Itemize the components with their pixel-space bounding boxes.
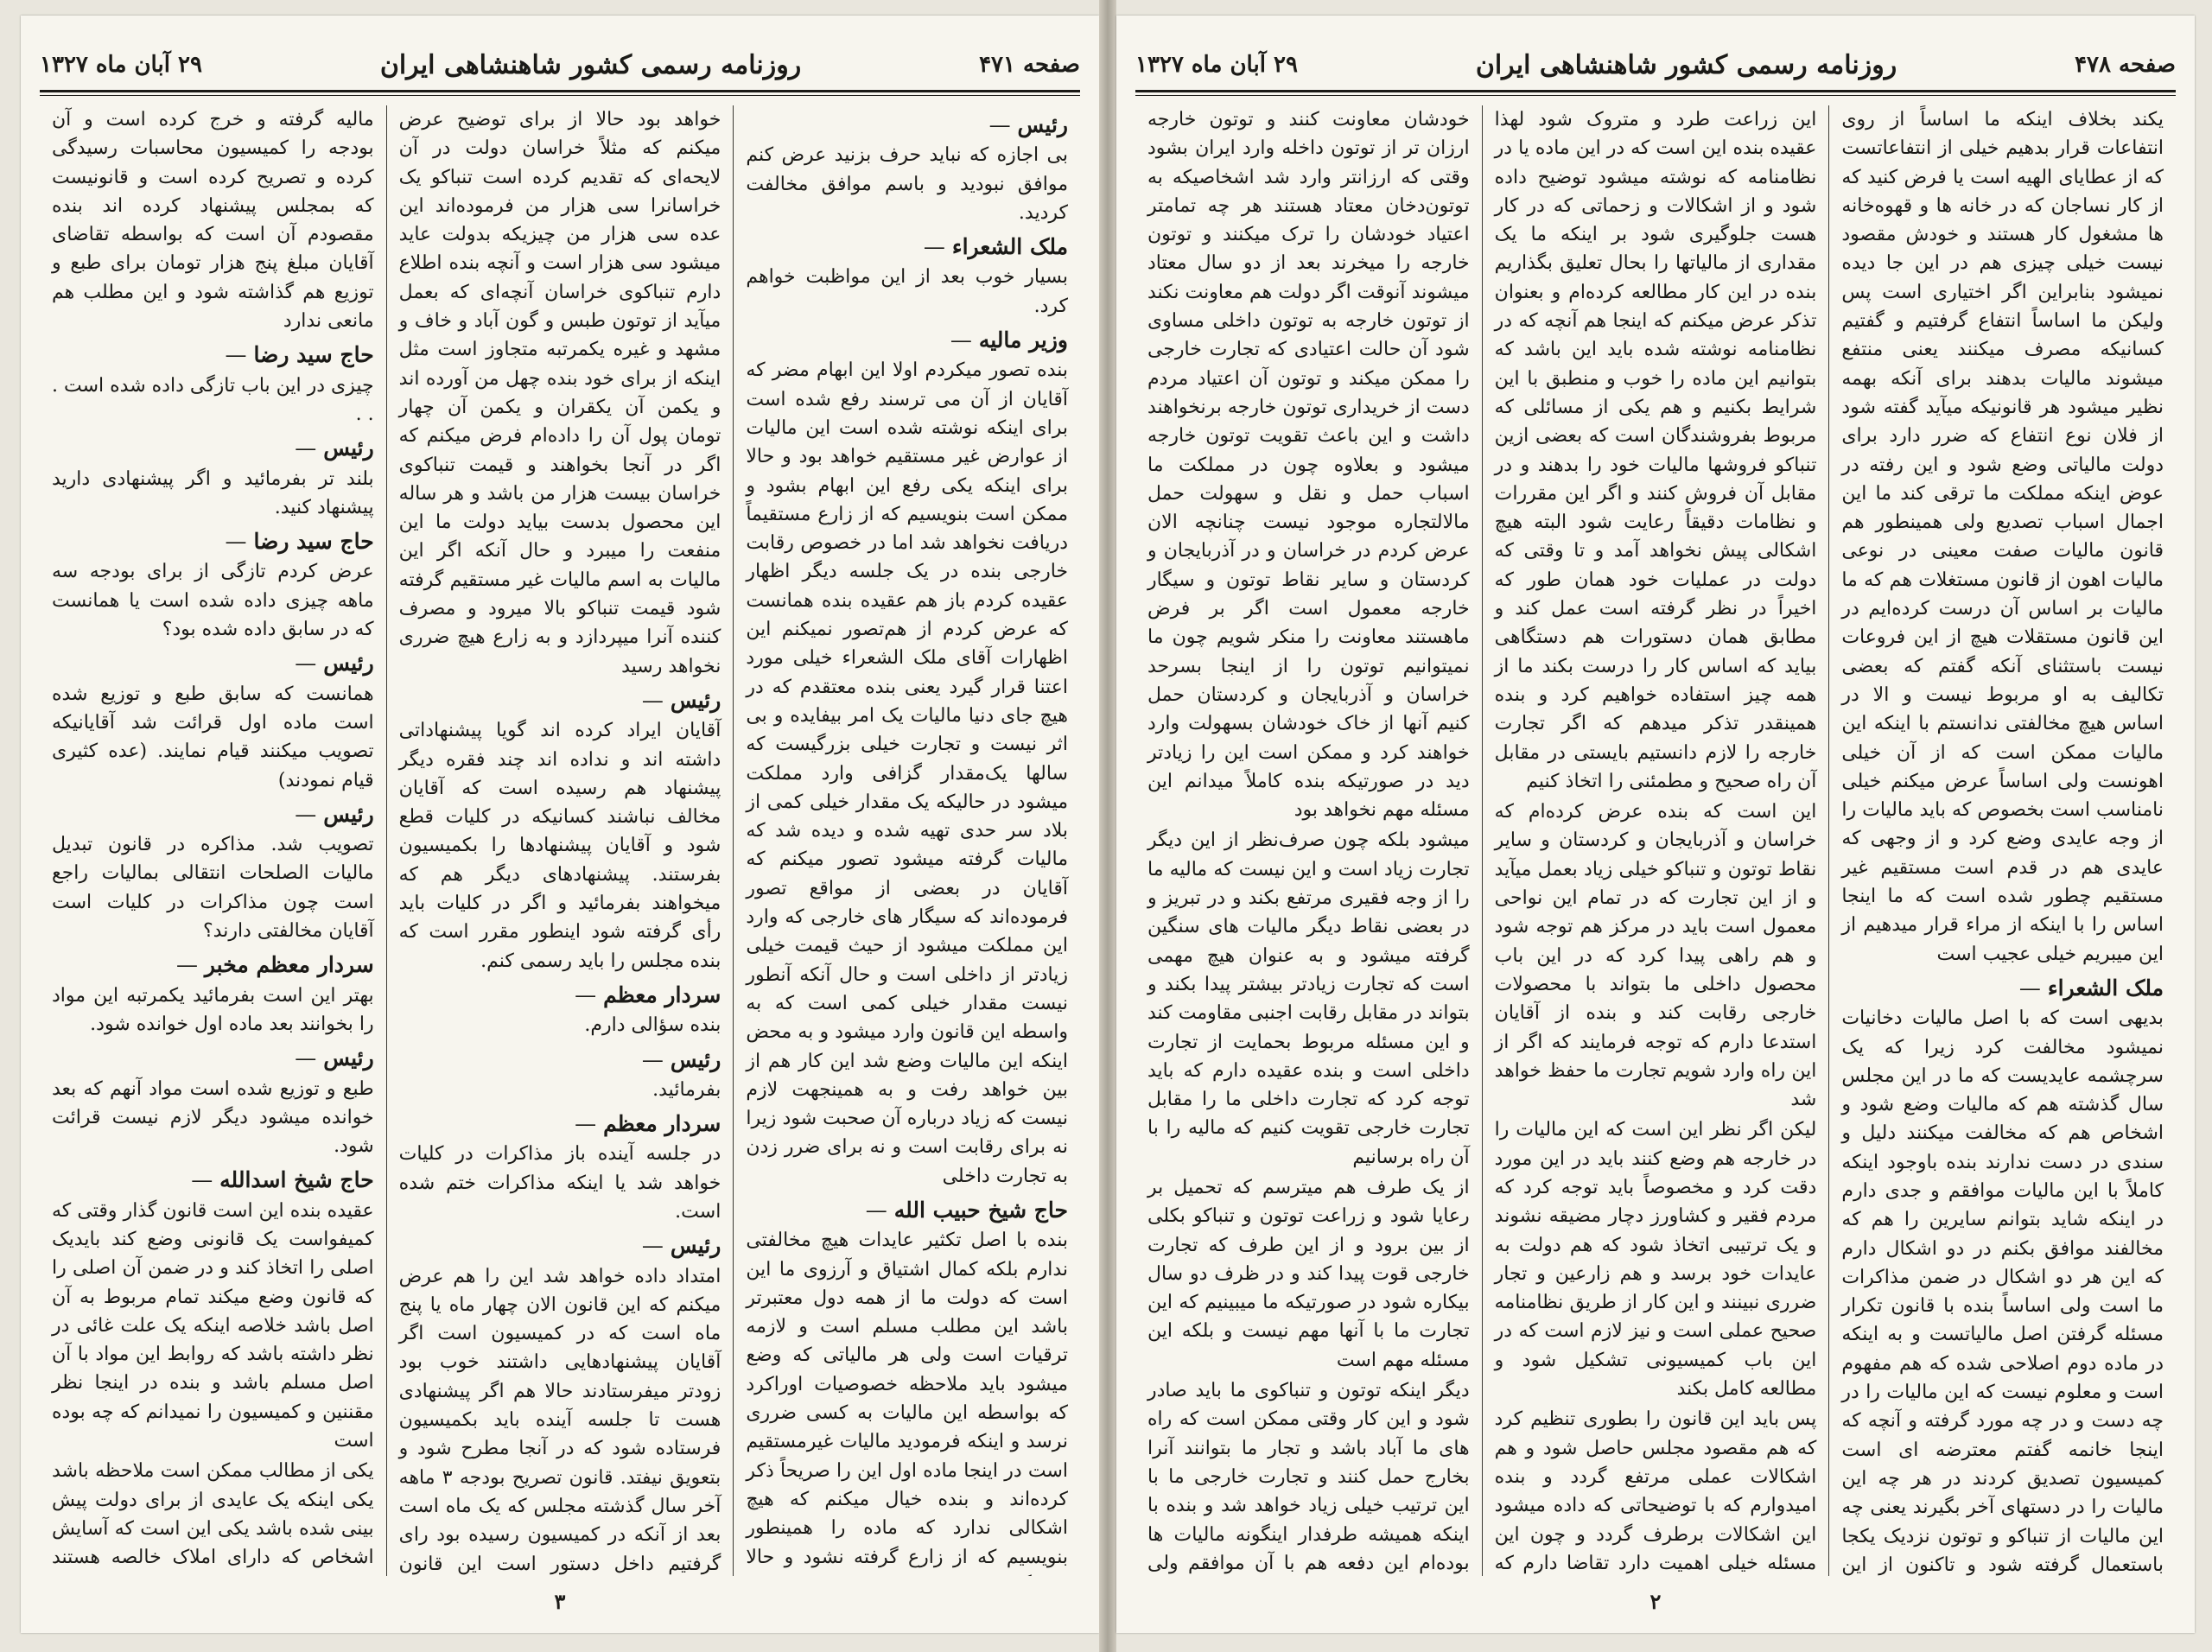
speaker-name: رئیس — [399,686,721,715]
newspaper-title: روزنامه رسمی کشور شاهنشاهی ایران [379,49,802,80]
page-header [40,45,1080,85]
speaker-name: وزیر مالیه — [746,326,1068,354]
paragraph: خودشان معاونت کنند و توتون خارجه ارزان تر از توتون داخله وارد ایران بشود وقتی که ارزانتر وارد شد اشخاصیکه به توتون‌دخان معتاد هستند هر چه تمامتر اعتیاد خودشان را ترک میکنند و توتون خارجه را میخرند بعد از دو سال معتاد میشوند آنوقت اگر دولت هم معاونت نکند از توتون خارجه به توتون داخلی مساوی شود آن حالت اعتیادی که تجارت خارجی را ممکن میکند و توتون آن اعتیاد مردم دست از خریداری توتون خارجه برنخواهند داشت و این باعث تقویت توتون خارجه میشود و بعلاوه چون در مملکت ما اسباب حمل و نقل و سهولت حمل مالالتجاره موجود نیست چنانچه الان عرض کردم در خراسان و در آذربایجان و کردستان و سایر نقاط توتون و سیگار خارجه معمول است اگر بر فرض ماهستند معاونت را منکر شویم چون ما نمیتوانیم توتون را از اینجا بسرحد خراسان و آذربایجان و کردستان حمل کنیم آنها از خاک خودشان بسهولت وارد خواهند کرد و ممکن است این را زیادتر دید در صورتیکه بنده کاملاً میدانم این مسئله مهم نخواهد بود [1147,109,1470,822]
paragraph: تصویب شد. مذاکره در قانون تبدیل مالیات الصلحات انتقالی بمالیات راجع است چون مذاکرات در کلیات است آقایان مخالفتی دارند؟ [51,834,374,943]
speaker-name: رئیس — [399,1045,721,1074]
page-gutter [1099,0,1116,1652]
header-rule [40,90,1080,92]
speaker-name: حاج سید رضا — [52,527,374,556]
column [733,105,1080,1576]
header-rule [1135,90,2176,92]
issue-date: ۲۹ آبان ماه ۱۳۲۷ [1135,52,1298,78]
paragraph: از یک طرف هم میترسم که تحمیل بر رعایا شود و زراعت توتون و تنباکو بکلی از بین برود و از این طرف که تجارت خارجی قوت پیدا کند و در ظرف دو سال بیکاره شود در صورتیکه ما میبینیم که این تجارت ما با آنها مهم نیست و بلکه این مسئله مهم است [1147,1176,1470,1371]
paragraph: خواهد بود حالا از برای توضیح عرض میکنم که مثلاً خراسان دولت در آن لایحه‌ای که تقدیم کرده است تنباکو یک خراسانرا سی هزار من فرموده‌اند این عده سی هزار من چیزیکه بدولت عاید میشود سی هزار است و آنچه بنده اطلاع دارم تنباکوی خراسان آنچه‌ای که بعمل میآید از توتون طبس و گون آباد و خاف و مشهد و غیره یکمرتبه متجاوز است مثل اینکه از برای خود بنده چهل من آورده اند و یکمن آن یکقران و یکمن آن چهار تومان پول آن را داده‌ام فرض میکنم که اگر در آنجا بخواهند و قیمت تنباکوی خراسان بیست هزار من باشد و هر ساله این محصول بدست بیاید دولت ما این منفعت را میبرد و حال آنکه اگر این مالیات به اسم مالیات غیر مستقیم گرفته شود قیمت تنباکو بالا میرود و مصرف کننده آنرا میپردازد و به زارع هیچ ضرری نخواهد رسید [398,109,721,677]
page-header [1135,45,2176,85]
paragraph: آقایان ایراد کرده اند گویا پیشنهاداتی داشته اند و نداده اند چند فقره دیگر پیشنهاد هم رسیده است که آقایان مخالف نباشند کسانیکه در کلیات قطع شود و آقایان پیشنهادها را بکمیسیون بفرستند. پیشنهادهای دیگر هم که میخواهند بفرمائید و اگر در کلیات باید رأی گرفته شود اینطور مقرر است که بنده مجلس را باید رسمی کنم. [398,720,721,972]
page-footer-number: ۲ [1649,1589,1662,1614]
paragraph: عرض کردم تازگی از برای بودجه سه ماهه چیزی داده شده است یا همانست که در سابق داده شده بود؟ [51,561,374,641]
page-number-label: صفحه ۴۷۸ [2075,52,2176,78]
right-page [1116,16,2195,1633]
paragraph: در جلسه آینده باز مذاکرات در کلیات خواهد شد یا اینکه مذاکرات ختم شده است. [398,1143,721,1223]
paragraph: بسیار خوب بعد از این مواظبت خواهم کرد. [746,266,1068,317]
paragraph: بلند تر بفرمائید و اگر پیشنهادی دارید پیشنهاد کنید. [51,467,374,518]
paragraph: بهتر این است بفرمائید یکمرتبه این مواد را بخوانند بعد ماده اول خوانده شود. [51,984,374,1035]
speaker-name: رئیس — [52,649,374,677]
header-rule-thin [40,95,1080,96]
speaker-name: رئیس — [52,800,374,829]
page-number-label: صفحه ۴۷۱ [979,52,1080,78]
paragraph: بنده سؤالی دارم. [584,1014,721,1037]
speaker-name: رئیس — [399,1231,721,1260]
issue-date: ۲۹ آبان ماه ۱۳۲۷ [40,52,202,78]
speaker-name: رئیس — [52,1044,374,1072]
paragraph: یکند بخلاف اینکه ما اساساً از روی انتفاعات قرار بدهیم خیلی از انتفاعاتست که از عطایای الهیه است یا فرض کنید که از کار نساجان که در خانه ها و قهوه‌خانه ها مشغول کار هستند و خودش مقصود نیست خیلی چیزی هم در این جا دیده نمیشود بنابراین اگر اختیاری است پس ولیکن ما اساساً انتفاع گرفتیم و گفتیم کسانیکه مصرف میکنند یعنی منتفع میشوند مالیات بدهند برای آنکه بهمه نظیر میشود هر قانونیکه میآید گفته شود از فلان نوع انتفاع که ضرر دارد برای دولت مالیاتی وضع شود و این رفته در عوض اینکه مملکت ما ترقی کند ما این اجمال اسباب تصدیع ولی همینطور هم قانون مالیات صفت معینی در نوعی مالیات اهون از قانون مستغلات هم که ما مالیات بر اساس آن درست کرده‌ایم در این قانون مستقلات هیچ از این فروعات نیست باستثنای آنکه گفتم که بعضی تکالیف به او مربوط نیست و الا در اساس هیچ مخالفتی ندانستم با اینکه این مالیات ممکن است که از آن خیلی اهونست ولی اساساً عرض میکنم خیلی نامناسب است بخصوص که باید مالیات را از وجه عایدی وضع کرد و از وجهی که عایدی هم در قدم است مستقیم غیر مستقیم چطور شده است که ما اینجا اساس را با اینکه از مراء قرار میدهیم از این میبریم خیلی عجیب است [1841,109,2164,965]
text-columns [40,105,1080,1576]
paragraph: مالیه گرفته و خرج کرده است و آن بودجه را کمیسیون محاسبات رسیدگی کرده و تصریح کرده است و قانونیست که بمجلس پیشنهاد کرده اند بنده مقصودم آن است که بواسطه تقاضای آقایان مبلغ پنج هزار تومان برای طبع و توزیع هم گذاشته شود و این مطلب هم مانعی ندارد [51,109,374,333]
paragraph: این زراعت طرد و متروک شود لهذا عقیده بنده این است که در این ماده یا در نظامنامه که نوشته میشود توضیح داده شود و از اشکالات و زحماتی که در کار هست جلوگیری شود بر اینکه ما یک مقداری از مالیاتها را بحال تعلیق بگذاریم بنده در این کار مطالعه کرده‌ام و بعنوان تذکر عرض میکنم که اینجا هم آنچه که در نظامنامه نوشته شده باید این باشد که بتوانیم این ماده را خوب و منطبق با این شرایط بکنیم و هم یکی از مسائلی که مربوط بفروشندگان است که بعضی ازین تنباکو فروشها مالیات خود را بدهند و در مقابل آن فروش کنند و اگر این مقررات و نظامات دقیقاً رعایت شود البته هیچ اشکالی پیش نخواهد آمد و تا وقتی که دولت در عملیات خود همان طور که اخیراً در نظر گرفته است عمل کند و مطابق همان دستورات هم دستگاهی بیاید که اساس کار را درست بکند ما از همه چیز استفاده خواهیم کرد و بنده همینقدر تذکر میدهم که اگر تجارت خارجه را لازم دانستیم بایستی در مقابل آن راه صحیح و مطمئنی را اتخاذ کنیم [1494,109,1817,792]
speaker-name: رئیس — [52,434,374,462]
speaker-name: ملک الشعراء — [746,232,1068,261]
paragraph: همانست که سابق طبع و توزیع شده است ماده اول قرائت شد آقایانیکه تصویب میکنند قیام نمایند. (عده کثیری قیام نمودند) [51,683,374,791]
speaker-name: حاج شیخ اسدالله — [52,1166,374,1194]
paragraph: این است که بنده عرض کرده‌ام که خراسان و آذربایجان و کردستان و سایر نقاط توتون و تنباکو خیلی زیاد بعمل میآید و از این تجارت که در تمام این نواحی معمول است باید در مرکز هم توجه شود و هم راهی پیدا کرد که در این باب محصول داخلی ما بتواند با محصولات خارجی رقابت کند و بنده از آقایان استدعا دارم که توجه فرمایند که اگر از این راه وارد شویم تجارت ما حفظ خواهد شد [1494,801,1817,1111]
speaker-name: سردار معظم مخبر — [52,950,374,979]
paragraph: بنده با اصل تکثیر عایدات هیچ مخالفتی ندارم بلکه کمال اشتیاق و آرزوی ما این است که دولت ما از همه دول معتبرتر باشد این مطلب مسلم است و لازمه ترقیات است ولی هر مالیاتی که وضع میشود باید ملاحظه خصوصیات اوراکرد که بواسطه این مالیات به کسی ضرری نرسد و اینکه فرمودید مالیات غیرمستقیم است در اینجا ماده اول این را صریحاً ذکر کرده‌اند و بنده خیال میکنم که هیچ اشکالی ندارد که ماده را همینطور بنویسیم که از زارع گرفته نشود و حالا [746,1229,1068,1568]
header-rule-thin [1135,95,2176,96]
column [40,105,386,1576]
paragraph: بنده تصور میکردم اولا این ابهام مضر که آقایان از آن می ترسند رفع شده است برای اینکه نوشته شده است این مالیات از عوارض غیر مستقیم خواهد بود و حالا برای اینکه یکی رفع این ابهام بشود و ممکن است بنویسیم که از زارع مستقیماً دریافت نخواهد شد اما در خصوص رقابت خارجی بنده در یک جلسه دیگر اظهار عقیده کردم باز هم عقیده بنده همانست که عرض کردم از هم‌تصور نمیکنم این اظهارات آقای ملک الشعراء خیلی مورد اعتنا قرار گیرد یعنی بنده معتقدم که در هیچ جای دنیا مالیات یک امر بیفایده و بی اثر نیست و تجارت خیلی بزرگیست که سالها یک‌مقدار گزافی وارد مملکت میشود در حالیکه یک مقدار خیلی کمی از بلاد سر حدی تهیه شده و دیده شد که مالیات گرفته میشود تصور میکنم که آقایان در بعضی از مواقع تصور فرموده‌اند که سیگار های خارجی که وارد این مملکت میشود از حیث قیمت خیلی زیادتر از داخلی است و حال آنکه آنطور نیست مقدار خیلی کمی است که به واسطه این قانون وارد میشود و به محض اینکه این مالیات وضع شد این کار هم از بین خواهد رفت و به همینجهت لازم نیست که زیاد درباره آن صحبت شود زیرا نه برای رقابت است و نه برای ضرر زدن به تجارت داخلی [746,359,1068,1187]
paragraph: لیکن اگر نظر این است که این مالیات را در خارجه هم وضع کنند باید در این مورد دقت کرد و مخصوصاً باید توجه کرد که مردم فقیر و کشاورز دچار مضیقه نشوند و یک ترتیبی اتخاذ شود که هم دولت به عایدات خود برسد و هم زارعین و تجار ضرری نبینند و این کار از طریق نظامنامه صحیح عملی است و نیز لازم است که در این باب کمیسیونی تشکیل شود و مطالعه کامل بکند [1494,1119,1817,1401]
speaker-name: سردار معظم — [399,981,721,1009]
paragraph: امتداد داده خواهد شد این را هم عرض میکنم که این قانون الان چهار ماه یا پنج ماه است که در کمیسیون است اگر آقایان پیشنهادهایی داشتند خوب بود زودتر میفرستادند حالا هم اگر پیشنهادی هست تا جلسه آینده باید بکمیسیون فرستاده شود که در آنجا مطرح شود و بتعویق نیفتد. قانون تصریح بودجه ۳ ماهه آخر سال گذشته مجلس که یک ماه است بعد از آنکه در کمیسیون رسیده بود رای گرفتیم داخل دستور است این قانون [398,1265,721,1575]
left-page [21,16,1099,1633]
paragraph: میشود بلکه چون صرف‌نظر از این دیگر تجارت زیاد است و این نیست که مالیه ما را از وجه فقیری مرتفع بکند و در تبریز و در بعضی نقاط دیگر مالیات های سنگین گرفته میشود و به عنوان هیچ مهمی است که تجارت زیادتر بیشتر پیدا بکند و بتواند در مقابل رقابت اجنبی مقاومت کند و این مسئله مربوط بحمایت از تجارت داخلی است و بنده عقیده دارم که باید توجه کرد که تجارت داخلی ما را مقابل تجارت خارجی تقویت کنیم که مالیه را با آن راه برسانیم [1147,829,1470,1168]
column [1482,105,1829,1576]
text-columns [1135,105,2176,1576]
speaker-name: سردار معظم — [399,1109,721,1138]
paragraph: یکی از مطالب ممکن است ملاحظه باشد یکی اینکه یک عایدی از برای دولت پیش بینی شده باشد یکی این است که آسایش اشخاص که دارای املاک خالصه هستند [51,1460,374,1569]
page-footer-number: ۳ [554,1589,566,1614]
speaker-name: ملک الشعراء — [1841,974,2164,1002]
paragraph: بی اجازه که نباید حرف بزنید عرض کنم موافق نبودید و باسم موافق مخالفت کردید. [746,144,1068,224]
column [1828,105,2176,1576]
paragraph: عقیده بنده این است قانون گذار وقتی که کمیفواست یک قانونی وضع کند بایدیک اصلی را اتخاذ کند و در ضمن آن اصلی را که قانون وضع میکند تمام مربوط به آن اصل باشد خلاصه اینکه یک علت غائی در نظر داشته باشد که روابط این مواد با آن اصل مسلم باشد و بنده در اینجا نظر مقننین و کمیسیون را نمیدانم که چه بوده است [51,1199,374,1452]
paragraph: دیگر اینکه توتون و تنباکوی ما باید صادر شود و این کار وقتی ممکن است که راه های ما آباد باشد و تجار ما بتوانند آنرا بخارج حمل کنند و تجارت خارجی ما با این ترتیب خیلی زیاد خواهد شد و بنده با اینکه همیشه طرفدار اینگونه مالیات ها بوده‌ام این دفعه هم با آن موافقم ولی [1147,1380,1470,1574]
paragraph: طبع و توزیع شده است مواد آنهم که بعد خوانده میشود دیگر لازم نیست قرائت شود. [51,1077,374,1158]
paragraph: بفرمائید. [652,1078,721,1101]
column [1135,105,1482,1576]
column [386,105,734,1576]
speaker-name: حاج سید رضا — [52,340,374,369]
newspaper-title: روزنامه رسمی کشور شاهنشاهی ایران [1475,49,1897,80]
paragraph: پس باید این قانون را بطوری تنظیم کرد که هم مقصود مجلس حاصل شود و هم اشکالات عملی مرتفع گردد و بنده امیدوارم که با توضیحاتی که داده میشود این اشکالات برطرف گردد و چون این مسئله خیلی اهمیت دارد تقاضا دارم که [1494,1408,1817,1574]
paragraph: بدیهی است که با اصل مالیات دخانیات نمیشود مخالفت کرد زیرا که یک سرچشمه عایدیست که ما در این مجلس سال گذشته هم که مالیات وضع شود و اشخاص هم که مخالفت میکنند دلیل و سندی در دست ندارند بنده باوجود اینکه کاملاً با این مالیات موافقم و جدی دارم در اینکه شاید بتوانم سایرین را هم که مخالفند موافق بکنم در دو اشکال دارم که این هر دو اشکال در ضمن مذاکرات ما است ولی اساساً بنده با قانون تکرار مسئله گرفتن اصل مالیاتست و به اینکه در ماده دوم اصلاحی شده که هم مفهوم است و معلوم نیست که این مالیات را در چه دست و در چه مورد گرفته و آنچه که اینجا خانمه گفتم معترضه ای است کمیسیون تصدیق کردند در هر چه این مالیات را در دستهای آخر بگیرند یعنی چه این مالیات از تنباکو و توتون نزدیک یکجا باستعمال گرفته شود و تاکنون از این [1841,1007,2164,1576]
paragraph: چیزی در این باب تازگی داده شده است . . . [51,374,374,425]
speaker-name: حاج شیخ حبیب الله — [746,1196,1068,1224]
speaker-name: رئیس — [746,111,1068,139]
